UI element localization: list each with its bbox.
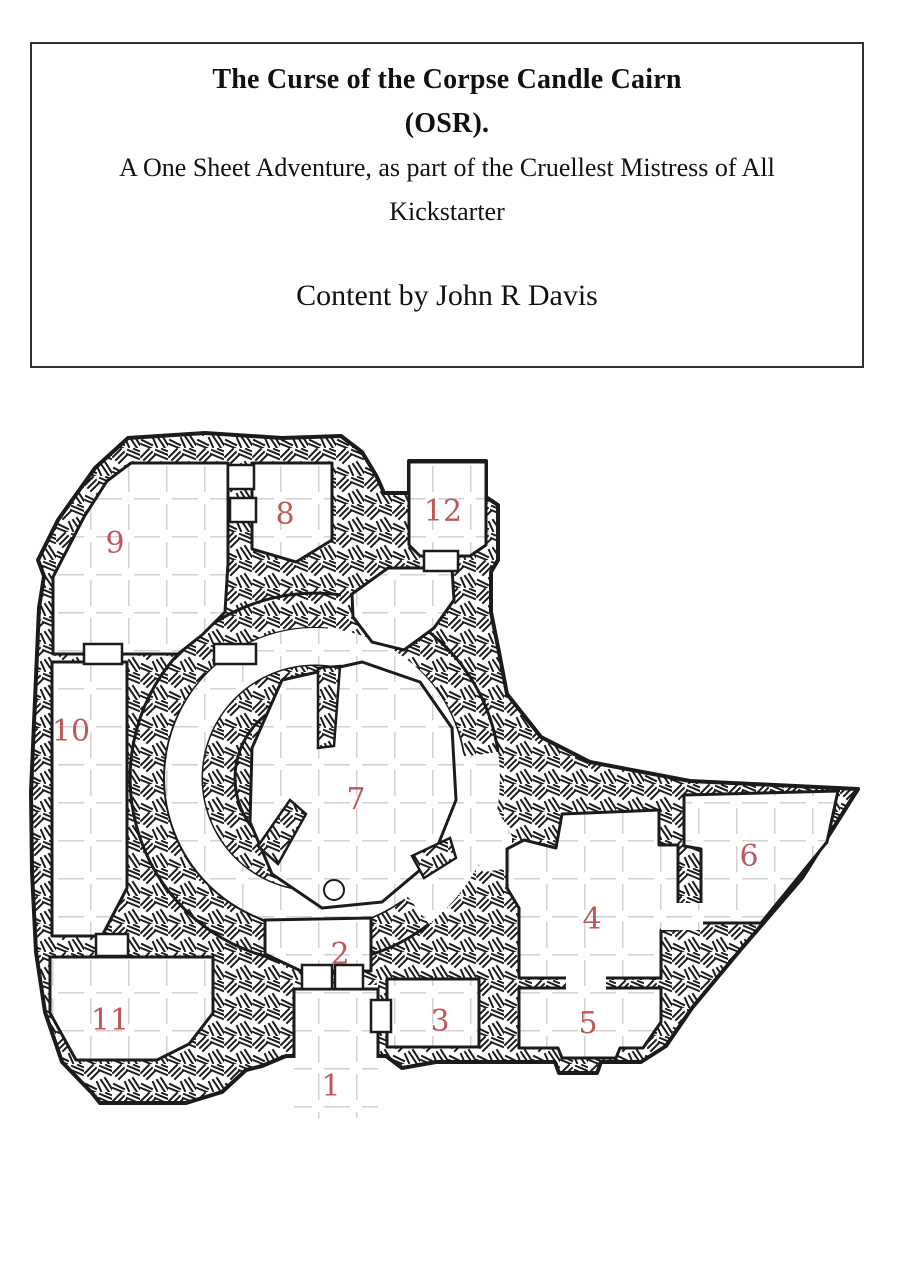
door-9-8-north <box>228 465 254 489</box>
room-label-8: 8 <box>275 497 295 532</box>
subtitle-line2: Kickstarter <box>389 197 505 226</box>
ring-south-niche <box>324 880 344 900</box>
room-label-11: 11 <box>90 1003 130 1038</box>
door-12-corridor <box>424 551 458 571</box>
door-10-11 <box>96 934 128 956</box>
room-label-7: 7 <box>346 782 366 817</box>
page-title-line1: The Curse of the Corpse Candle Cairn <box>212 64 682 95</box>
room-label-9: 9 <box>105 526 125 561</box>
door-ring-west <box>214 644 256 664</box>
door-1-3 <box>371 1000 391 1032</box>
room-label-1: 1 <box>321 1069 341 1104</box>
door-9-8-south <box>230 498 256 522</box>
room-6-floor <box>684 791 838 923</box>
room-label-2: 2 <box>330 937 350 972</box>
byline: Content by John R Davis <box>296 279 598 312</box>
room-11-floor <box>50 957 213 1060</box>
room-label-12: 12 <box>423 494 463 529</box>
room-4-6-opening <box>661 903 703 930</box>
room-2-floor <box>265 918 371 971</box>
room-4-5-opening <box>566 966 606 996</box>
page-title-line2: (OSR). <box>404 108 490 139</box>
room-label-10: 10 <box>51 714 91 749</box>
room-label-4: 4 <box>582 902 602 937</box>
door-2-1-west <box>302 965 332 989</box>
door-9-10 <box>84 644 122 664</box>
room-label-6: 6 <box>739 839 759 874</box>
subtitle-line1: A One Sheet Adventure, as part of the Cruellest Mistress of All <box>119 153 775 182</box>
room-10-floor <box>52 662 127 936</box>
room-label-3: 3 <box>430 1004 450 1039</box>
room-label-5: 5 <box>578 1006 598 1041</box>
